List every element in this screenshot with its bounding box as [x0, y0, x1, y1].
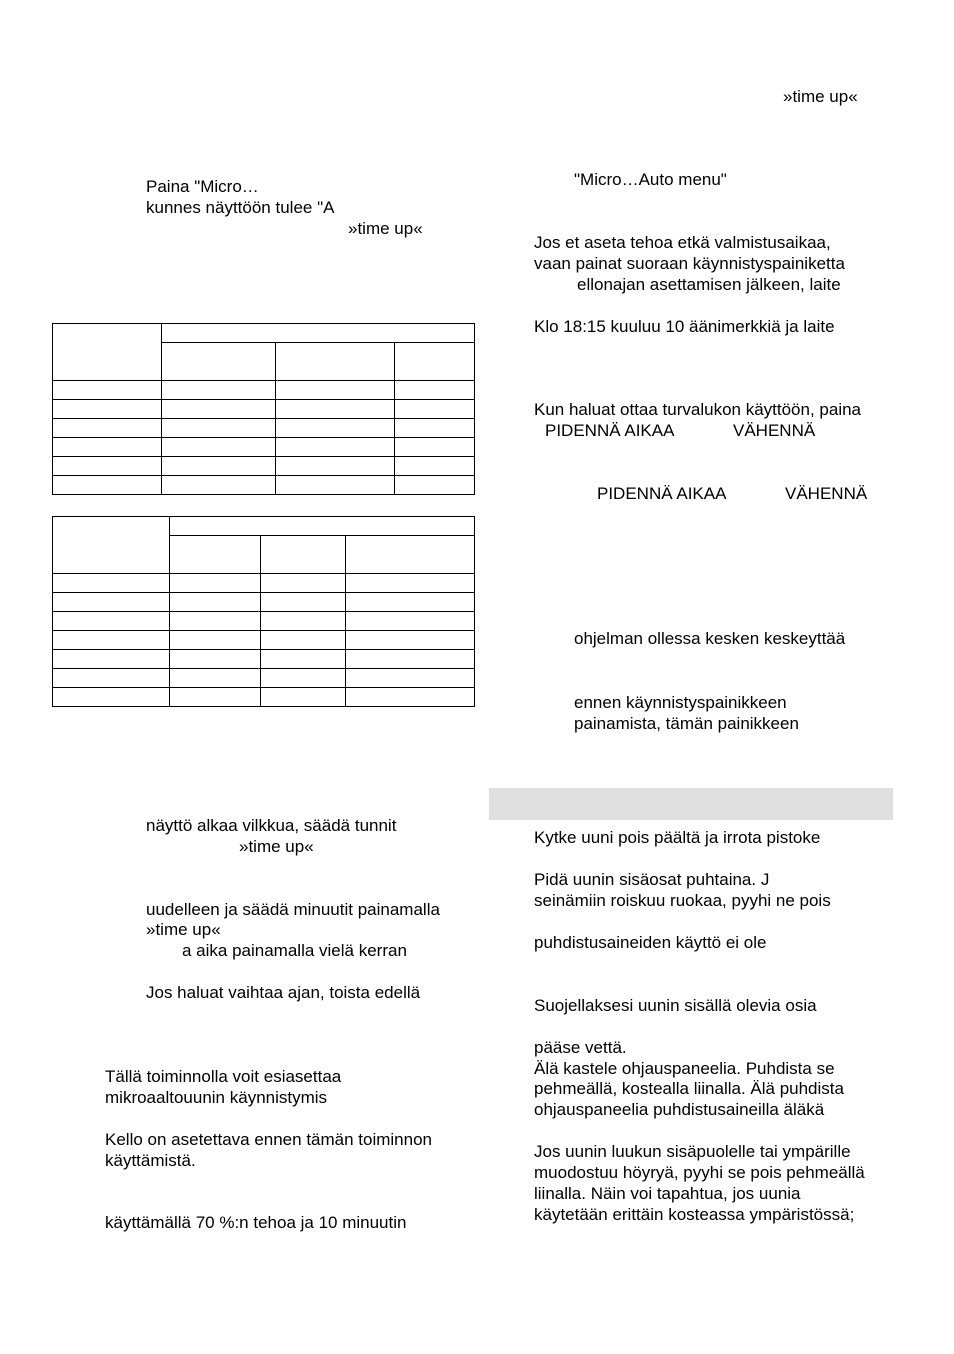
table-row — [53, 688, 475, 707]
table-cell — [53, 517, 170, 574]
table-row — [53, 419, 475, 438]
table-cell — [395, 343, 475, 381]
right-line-15: puhdistusaineiden käyttö ei ole — [534, 933, 767, 952]
table-row — [53, 669, 475, 688]
right-line-21: Jos uunin luukun sisäpuolelle tai ympärille — [534, 1142, 851, 1161]
right-line-2: Jos et aseta tehoa etkä valmistusaikaa, — [534, 233, 831, 252]
pidenna-aikaa-label-1: PIDENNÄ AIKAA — [545, 421, 675, 440]
table-1 — [52, 323, 475, 495]
right-line-23: liinalla. Näin voi tapahtua, jos uunia — [534, 1184, 801, 1203]
right-line-22: muodostuu höyryä, pyyhi se pois pehmeällä — [534, 1163, 865, 1182]
right-line-12: Kytke uuni pois päältä ja irrota pistoke — [534, 828, 821, 847]
right-line-17: pääse vettä. — [534, 1038, 627, 1057]
left-line-3: »time up« — [348, 219, 423, 238]
table-cell — [170, 536, 261, 574]
right-line-3: vaan painat suoraan käynnistyspainiketta — [534, 254, 845, 273]
pidenna-aikaa-label-2: PIDENNÄ AIKAA — [597, 484, 727, 503]
table-row — [53, 457, 475, 476]
vahenna-label-1: VÄHENNÄ — [733, 421, 816, 440]
table-cell — [162, 324, 475, 343]
left-line-4: näyttö alkaa vilkkua, säädä tunnit — [146, 816, 397, 835]
right-line-0: »time up« — [783, 87, 858, 106]
left-line-14: käyttämällä 70 %:n tehoa ja 10 minuutin — [105, 1213, 407, 1232]
table-row — [53, 612, 475, 631]
left-line-5: »time up« — [239, 837, 314, 856]
table-cell — [162, 343, 276, 381]
right-line-1: "Micro…Auto menu" — [574, 170, 727, 189]
left-line-10: Tällä toiminnolla voit esiasettaa — [105, 1067, 342, 1086]
left-line-6: uudelleen ja säädä minuutit painamalla — [146, 900, 440, 919]
table-cell — [261, 536, 346, 574]
right-line-9: ohjelman ollessa kesken keskeyttää — [574, 629, 846, 648]
table-row — [53, 593, 475, 612]
table-row — [53, 631, 475, 650]
right-line-20: ohjauspaneelia puhdistusaineilla äläkä — [534, 1100, 825, 1119]
table-row — [53, 650, 475, 669]
left-line-11: mikroaaltouunin käynnistymis — [105, 1088, 328, 1107]
table-cell — [53, 324, 162, 381]
table-cell — [170, 517, 475, 536]
left-line-8: a aika painamalla vielä kerran — [182, 941, 407, 960]
right-line-11: painamista, tämän painikkeen — [574, 714, 799, 733]
right-line-14: seinämiin roiskuu ruokaa, pyyhi ne pois — [534, 891, 831, 910]
right-line-10: ennen käynnistyspainikkeen — [574, 693, 787, 712]
table-row — [53, 574, 475, 593]
table-row — [53, 476, 475, 495]
left-line-7: »time up« — [146, 920, 221, 939]
right-line-6: Kun haluat ottaa turvalukon käyttöön, paina — [534, 400, 862, 419]
right-line-13: Pidä uunin sisäosat puhtaina. J — [534, 870, 770, 889]
table-cell — [276, 343, 395, 381]
left-line-1: Paina "Micro… — [146, 177, 259, 196]
right-line-18: Älä kastele ohjauspaneelia. Puhdista se — [534, 1059, 835, 1078]
left-line-13: käyttämistä. — [105, 1151, 196, 1170]
right-line-19: pehmeällä, kostealla liinalla. Älä puhdista — [534, 1079, 844, 1098]
left-line-12: Kello on asetettava ennen tämän toiminnon — [105, 1130, 433, 1149]
section-heading-bar — [489, 788, 893, 820]
vahenna-label-2: VÄHENNÄ — [785, 484, 868, 503]
left-line-9: Jos haluat vaihtaa ajan, toista edellä — [146, 983, 421, 1002]
right-line-16: Suojellaksesi uunin sisällä olevia osia — [534, 996, 817, 1015]
right-line-5: Klo 18:15 kuuluu 10 äänimerkkiä ja laite — [534, 317, 835, 336]
table-row — [53, 381, 475, 400]
table-row — [53, 400, 475, 419]
right-line-24: käytetään erittäin kosteassa ympäristössä; — [534, 1205, 855, 1224]
table-2 — [52, 516, 475, 707]
right-line-4: ellonajan asettamisen jälkeen, laite — [577, 275, 841, 294]
left-line-2: kunnes näyttöön tulee "A — [146, 198, 335, 217]
table-cell — [346, 536, 475, 574]
table-row — [53, 438, 475, 457]
